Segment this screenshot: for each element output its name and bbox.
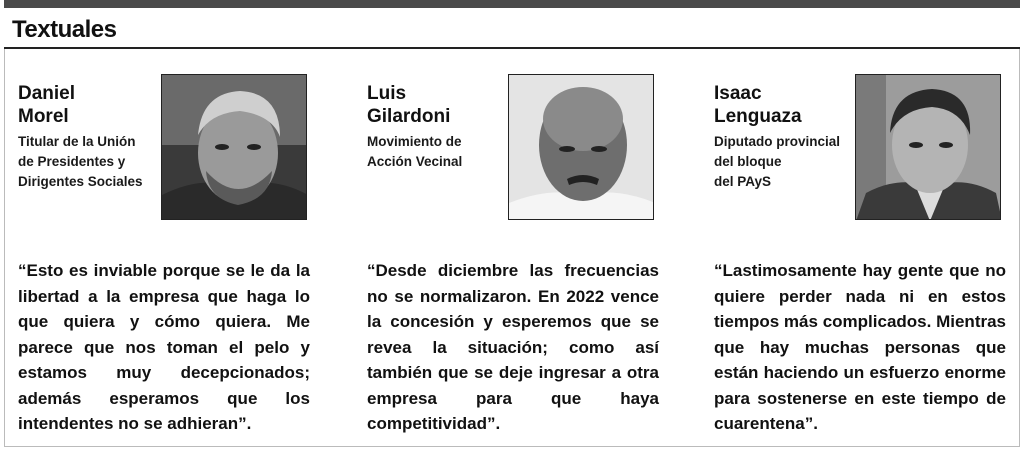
person-role — [714, 132, 854, 192]
person-last-name: Lenguaza — [714, 106, 802, 127]
person-name — [714, 82, 854, 128]
person-photo — [161, 74, 307, 220]
quote-column-1 — [18, 74, 308, 444]
role-line: Titular de la Unión — [18, 134, 136, 149]
role-line: Dirigentes Sociales — [18, 174, 143, 189]
person-first-name: Luis — [367, 83, 407, 104]
role-line: Diputado provincial — [714, 134, 841, 149]
role-line: de Presidentes y — [18, 154, 126, 169]
quote-text: “Desde diciembre las frecuencias no se normalizaron. En 2022 vence la concesión y esperemos que se revea la situación; como así también que se deje ingresar a otra empresa para que haya competitividad”. — [367, 261, 659, 433]
person-last-name: Gilardoni — [367, 106, 451, 127]
person-name — [18, 82, 158, 128]
top-bar — [4, 0, 1020, 8]
role-line: del PAyS — [714, 174, 772, 189]
person-role — [367, 132, 507, 172]
role-line: Movimiento de — [367, 134, 462, 149]
person-name — [367, 82, 507, 128]
quote-column-2 — [367, 74, 657, 444]
person-first-name: Isaac — [714, 83, 762, 104]
quote-text: “Lastimosamente hay gente que no quiere perder nada ni en estos tiempos más complicados. Mientras que hay muchas personas que están haciendo un esfuerzo enorme para sostenerse en este tiempo de cuarentena”. — [714, 261, 1006, 433]
section-title: Textuales — [12, 16, 117, 43]
person-first-name: Daniel — [18, 83, 76, 104]
role-line: Acción Vecinal — [367, 154, 463, 169]
quote-column-3 — [714, 74, 1004, 444]
role-line: del bloque — [714, 154, 782, 169]
person-photo — [508, 74, 654, 220]
person-photo — [855, 74, 1001, 220]
quote-text: “Esto es inviable porque se le da la libertad a la empresa que haga lo que quiera y cómo quiera. Me parece que nos toman el pelo y estamos muy decepcionados; además esperamos que los intendentes no se adhieran”. — [18, 261, 310, 433]
person-last-name: Morel — [18, 106, 69, 127]
person-role — [18, 132, 158, 192]
